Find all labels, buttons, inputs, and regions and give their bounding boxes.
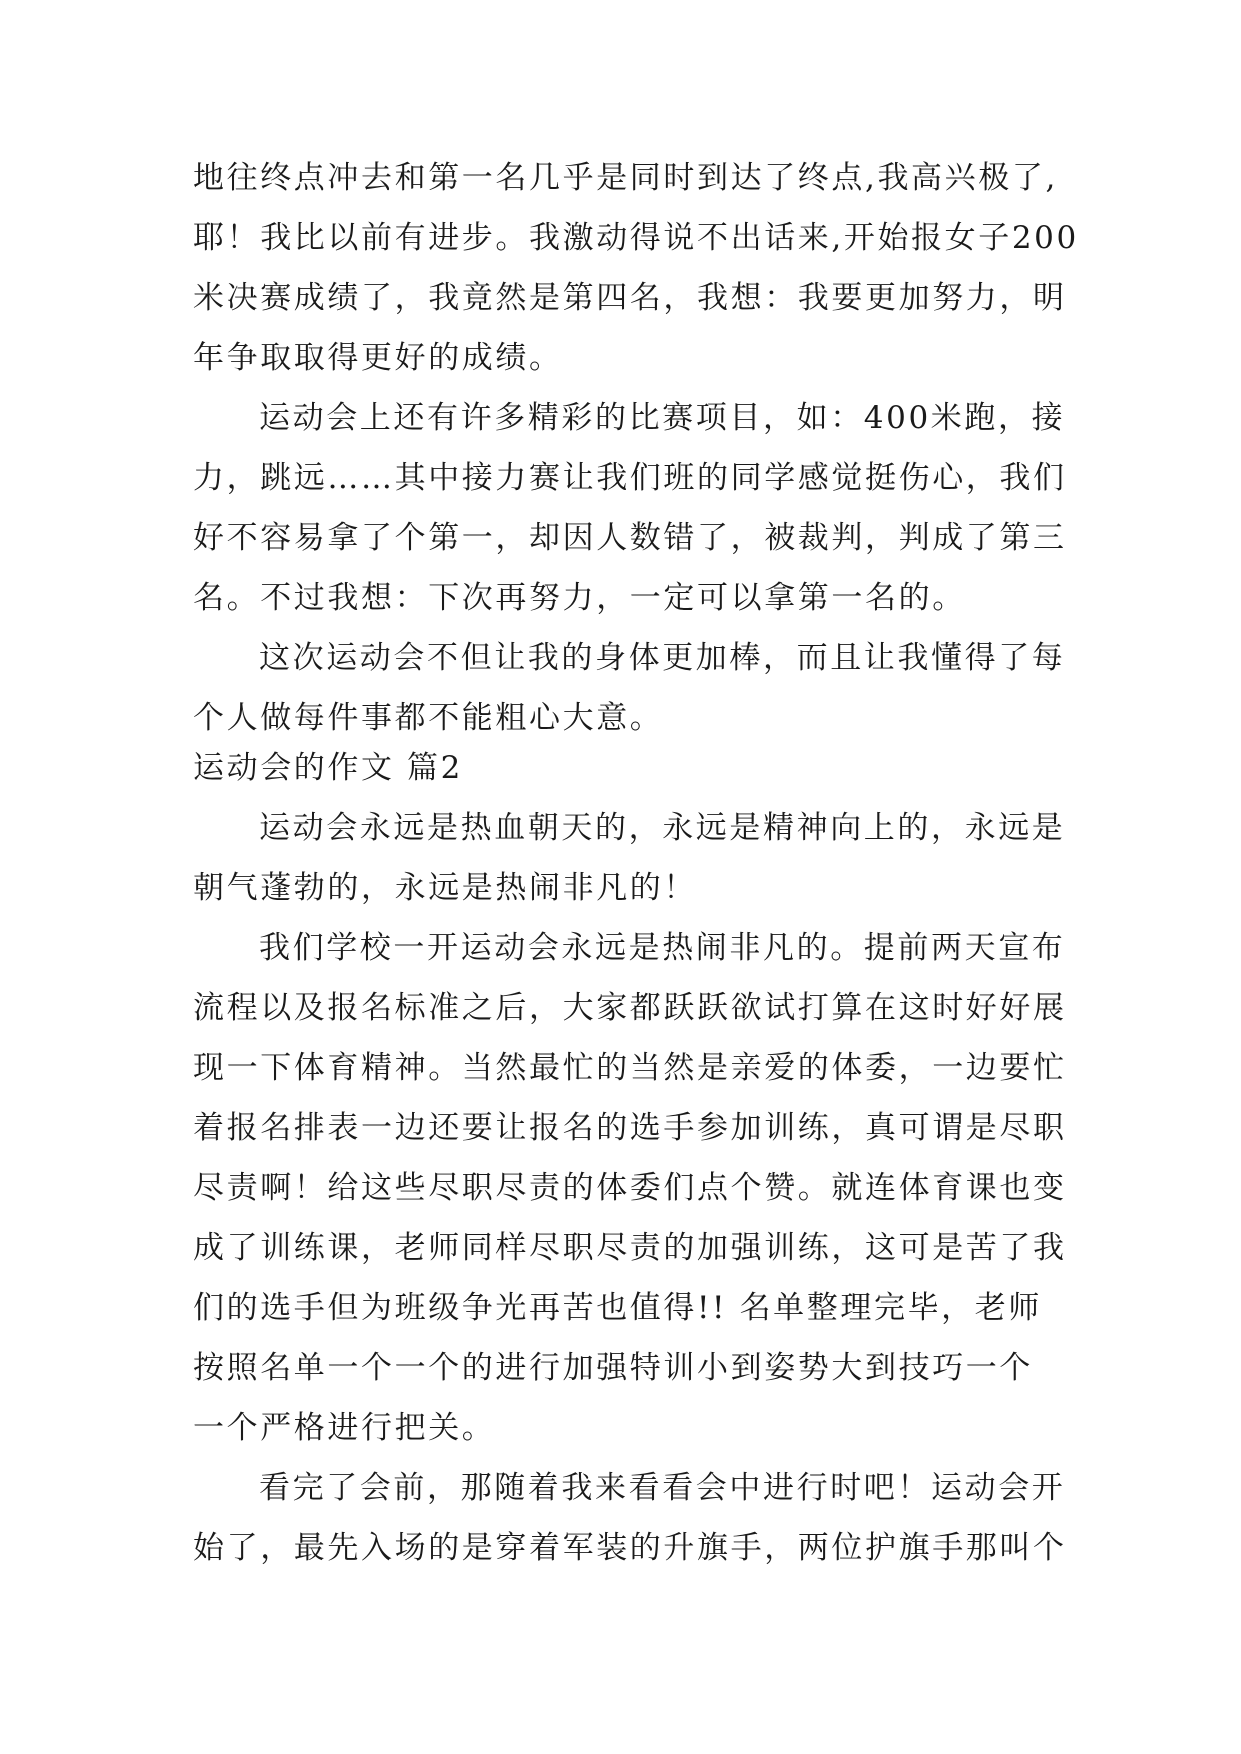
text-line: 我们学校一开运动会永远是热闹非凡的。提前两天宣布 xyxy=(259,930,1066,966)
text-line: 着报名排表一边还要让报名的选手参加训练，真可谓是尽职 xyxy=(193,1110,1067,1146)
text-line: 年争取取得更好的成绩。 xyxy=(193,340,563,376)
text-line: 现一下体育精神。当然最忙的当然是亲爱的体委，一边要忙 xyxy=(193,1050,1067,1086)
text-line: 米决赛成绩了，我竟然是第四名，我想：我要更加努力，明 xyxy=(193,280,1067,316)
text-line: 好不容易拿了个第一，却因人数错了，被裁判，判成了第三 xyxy=(193,520,1067,556)
text-line: 地往终点冲去和第一名几乎是同时到达了终点,我高兴极了, xyxy=(193,160,1058,196)
text-line: 运动会上还有许多精彩的比赛项目，如：400米跑，接 xyxy=(259,400,1066,436)
text-line: 力，跳远……其中接力赛让我们班的同学感觉挺伤心，我们 xyxy=(193,460,1067,496)
section-heading: 运动会的作文 篇2 xyxy=(193,750,463,786)
text-line: 按照名单一个一个的进行加强特训小到姿势大到技巧一个 xyxy=(193,1350,1033,1386)
text-line: 们的选手但为班级争光再苦也值得!! 名单整理完毕，老师 xyxy=(193,1290,1042,1326)
text-line: 始了，最先入场的是穿着军装的升旗手，两位护旗手那叫个 xyxy=(193,1530,1067,1566)
text-line: 流程以及报名标准之后，大家都跃跃欲试打算在这时好好展 xyxy=(193,990,1067,1026)
text-line: 朝气蓬勃的，永远是热闹非凡的！ xyxy=(193,870,697,906)
text-line: 运动会永远是热血朝天的，永远是精神向上的，永远是 xyxy=(259,810,1066,846)
text-line: 个人做每件事都不能粗心大意。 xyxy=(193,700,664,736)
text-line: 成了训练课，老师同样尽职尽责的加强训练，这可是苦了我 xyxy=(193,1230,1067,1266)
text-line: 耶！我比以前有进步。我激动得说不出话来,开始报女子200 xyxy=(193,220,1079,256)
text-line: 这次运动会不但让我的身体更加棒，而且让我懂得了每 xyxy=(259,640,1066,676)
text-line: 一个严格进行把关。 xyxy=(193,1410,496,1446)
text-line: 尽责啊！给这些尽职尽责的体委们点个赞。就连体育课也变 xyxy=(193,1170,1067,1206)
text-line: 名。不过我想：下次再努力，一定可以拿第一名的。 xyxy=(193,580,966,616)
text-line: 看完了会前，那随着我来看看会中进行时吧！运动会开 xyxy=(259,1470,1066,1506)
